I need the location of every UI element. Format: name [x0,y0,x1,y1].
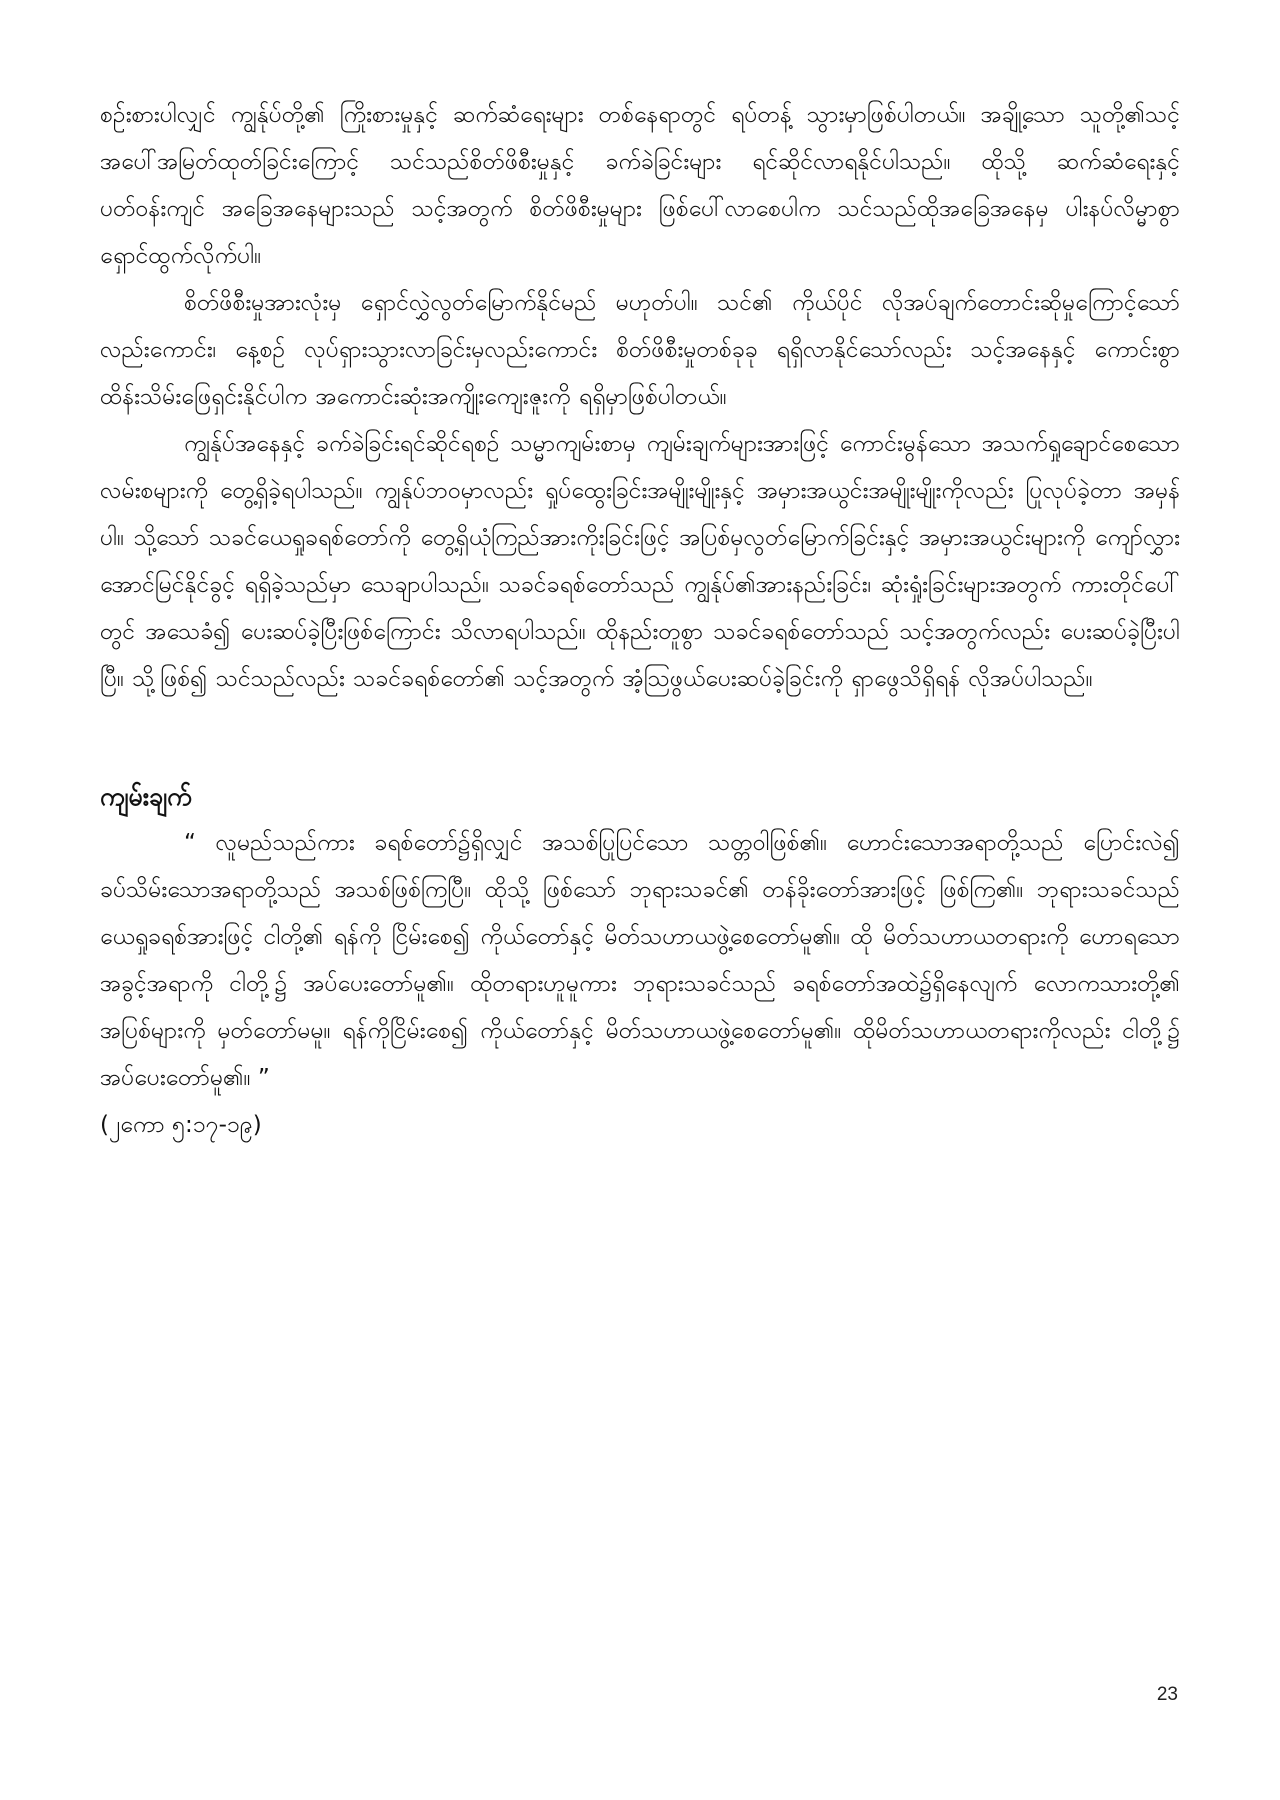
scripture-reference: (၂ကော ၅:၁၇-၁၉) [100,1112,262,1138]
scripture-heading: ကျမ်းချက် [100,782,192,811]
body-paragraph-2: စိတ်ဖိစီးမှုအားလုံးမှ ရှောင်လွှဲလွတ်မြောက်နိုင်မည် မဟုတ်ပါ။ သင်၏ ကိုယ်ပိုင် လိုအပ်ချက်တောင်းဆိုမှုကြောင့်သော် လည်းကောင်း၊ နေ့စဉ် လုပ်ရှားသွားလာခြင်းမှလည်းကောင်း စိတ်ဖိစီးမှုတစ်ခုခု ရရှိလာနိုင်သော်လည်း သင့်အနေနှင့် ကောင်းစွာထိန်းသိမ်းဖြေရှင်းနိုင်ပါက အကောင်းဆုံးအကျိုးကျေးဇူးကို ရရှိမှာဖြစ်ပါတယ်။ [100,290,1180,410]
page-number: 23 [1156,1684,1178,1705]
body-paragraph-1: စဉ်းစားပါလျှင် ကျွန်ုပ်တို့၏ ကြိုးစားမှုနှင့် ဆက်ဆံရေးများ တစ်နေရာတွင် ရပ်တန့် သွားမှာဖြစ်ပါတယ်။ အချို့သော သူတို့၏သင့်အပေါ်အမြတ်ထုတ်ခြင်းကြောင့် သင်သည်စိတ်ဖိစီးမှုနှင့် ခက်ခဲခြင်းများ ရင်ဆိုင်လာရနိုင်ပါသည်။ ထိုသို့ ဆက်ဆံရေးနှင့် ပတ်ဝန်းကျင် အခြေအနေများသည် သင့်အတွက် စိတ်ဖိစီးမှုများ ဖြစ်ပေါ်လာစေပါက သင်သည်ထိုအခြေအနေမှ ပါးနပ်လိမ္မာစွာ ရှောင်ထွက်လိုက်ပါ။ [100,102,1180,269]
page-content [100,92,1180,1149]
body-paragraph-3: ကျွန်ုပ်အနေနှင့် ခက်ခဲခြင်းရင်ဆိုင်ရစဉ် သမ္မာကျမ်းစာမှ ကျမ်းချက်များအားဖြင့် ကောင်းမွန်သော အသက်ရှုချောင်စေသော လမ်းစများကို တွေ့ရှိခဲ့ရပါသည်။ ကျွန်ုပ်ဘဝမှာလည်း ရှုပ်ထွေးခြင်းအမျိုးမျိုးနှင့် အမှားအယွင်းအမျိုးမျိုးကိုလည်း ပြုလုပ်ခဲ့တာ အမှန်ပါ။ သို့သော် သခင်ယေရှုခရစ်တော်ကို တွေ့ရှိယုံကြည်အားကိုးခြင်းဖြင့် အပြစ်မှလွတ်မြောက်ခြင်းနှင့် အမှားအယွင်းများကို ကျော်လွှားအောင်မြင်နိုင်ခွင့် ရရှိခဲ့သည်မှာ သေချာပါသည်။ သခင်ခရစ်တော်သည် ကျွန်ုပ်၏အားနည်းခြင်း၊ ဆုံးရှုံးခြင်းများအတွက် ကားတိုင်ပေါ်တွင် အသေခံ၍ ပေးဆပ်ခဲ့ပြီးဖြစ်ကြောင်း သိလာရပါသည်။ ထိုနည်းတူစွာ သခင်ခရစ်တော်သည် သင့်အတွက်လည်း ပေးဆပ်ခဲ့ပြီးပါပြီ။ သို့ဖြစ်၍ သင်သည်လည်း သခင်ခရစ်တော်၏ သင့်အတွက် အံ့သြဖွယ်ပေးဆပ်ခဲ့ခြင်းကို ရှာဖွေသိရှိရန် လိုအပ်ပါသည်။ [100,431,1180,692]
scripture-quote: “ လူမည်သည်ကား ခရစ်တော်၌ရှိလျှင် အသစ်ပြုပြင်သော သတ္တဝါဖြစ်၏။ ဟောင်းသောအရာတို့သည် ပြောင်းလဲ၍ ခပ်သိမ်းသောအရာတို့သည် အသစ်ဖြစ်ကြပြီ။ ထိုသို့ ဖြစ်သော် ဘုရားသခင်၏ တန်ခိုးတော်အားဖြင့် ဖြစ်ကြ၏။ ဘုရားသခင်သည် ယေရှုခရစ်အားဖြင့် ငါတို့၏ ရန်ကို ငြိမ်းစေ၍ ကိုယ်တော်နှင့် မိတ်သဟာယဖွဲ့စေတော်မူ၏။ ထို မိတ်သဟာယတရားကို ဟောရသောအခွင့်အရာကို ငါတို့၌ အပ်ပေးတော်မူ၏။ ထိုတရားဟူမူကား ဘုရားသခင်သည် ခရစ်တော်အထဲ၌ရှိနေလျက် လောကသားတို့၏ အပြစ်များကို မှတ်တော်မမူ။ ရန်ကိုငြိမ်းစေ၍ ကိုယ်တော်နှင့် မိတ်သဟာယဖွဲ့စေတော်မူ၏။ ထိုမိတ်သဟာယတရားကိုလည်း ငါတို့၌ အပ်ပေးတော်မူ၏။ ” [100,830,1180,1091]
